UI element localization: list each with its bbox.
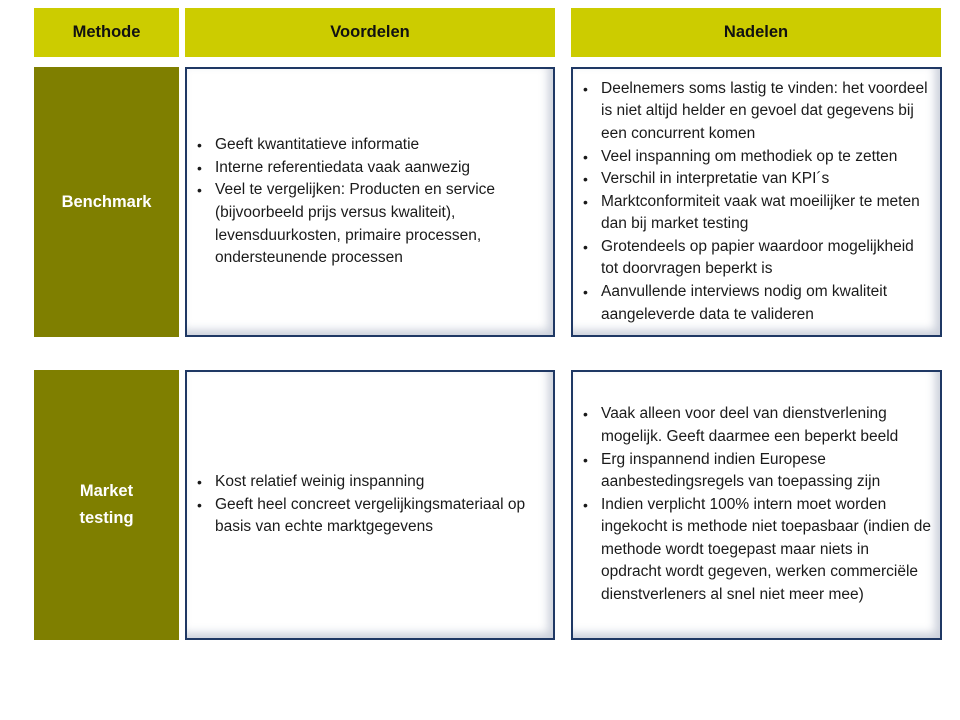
method-market-testing-line2: testing — [79, 509, 134, 527]
market-testing-pros-cell — [185, 370, 555, 640]
list-item: • Grotendeels op papier waardoor mogelijkheid tot doorvragen beperkt is — [583, 236, 932, 281]
list-item: • Erg inspannend indien Europese aanbestedingsregels van toepassing zijn — [583, 449, 932, 494]
list-item: • Verschil in interpretatie van KPI´s — [583, 168, 932, 191]
benchmark-cons-list — [583, 78, 932, 327]
list-item: • Indien verplicht 100% intern moet worden ingekocht is methode niet toepasbaar (indien de methode wordt toegepast maar niets in opdracht wordt gegeven, werken commerciële dienstverleners al snel niet meer mee) — [583, 494, 932, 607]
method-market-testing-label — [79, 478, 133, 532]
method-market-testing — [34, 370, 179, 640]
header-cons: Nadelen — [571, 8, 941, 57]
list-item: • Kost relatief weinig inspanning — [197, 471, 545, 494]
market-testing-pros-list — [197, 471, 545, 539]
list-item: • Vaak alleen voor deel van dienstverlening mogelijk. Geeft daarmee een beperkt beeld — [583, 403, 932, 448]
market-testing-cons-cell — [571, 370, 942, 640]
header-method: Methode — [34, 8, 179, 57]
list-item: • Veel te vergelijken: Producten en service (bijvoorbeeld prijs versus kwaliteit), levensduurkosten, primaire processen, ondersteunende processen — [197, 179, 545, 269]
list-item: • Interne referentiedata vaak aanwezig — [197, 157, 545, 180]
benchmark-cons-cell — [571, 67, 942, 337]
method-benchmark-label: Benchmark — [61, 192, 152, 211]
benchmark-pros-cell — [185, 67, 555, 337]
list-item: • Veel inspanning om methodiek op te zetten — [583, 146, 932, 169]
list-item: • Geeft kwantitatieve informatie — [197, 134, 545, 157]
list-item: • Marktconformiteit vaak wat moeilijker te meten dan bij market testing — [583, 191, 932, 236]
benchmark-pros-list — [197, 134, 545, 270]
list-item: • Aanvullende interviews nodig om kwaliteit aangeleverde data te valideren — [583, 281, 932, 326]
list-item: • Geeft heel concreet vergelijkingsmateriaal op basis van echte marktgegevens — [197, 494, 545, 539]
method-market-testing-line1: Market — [79, 482, 134, 500]
method-benchmark — [34, 67, 179, 337]
list-item: • Deelnemers soms lastig te vinden: het voordeel is niet altijd helder en gevoel dat gegevens bij een concurrent komen — [583, 78, 932, 146]
market-testing-cons-list — [583, 403, 932, 606]
header-pros: Voordelen — [185, 8, 555, 57]
